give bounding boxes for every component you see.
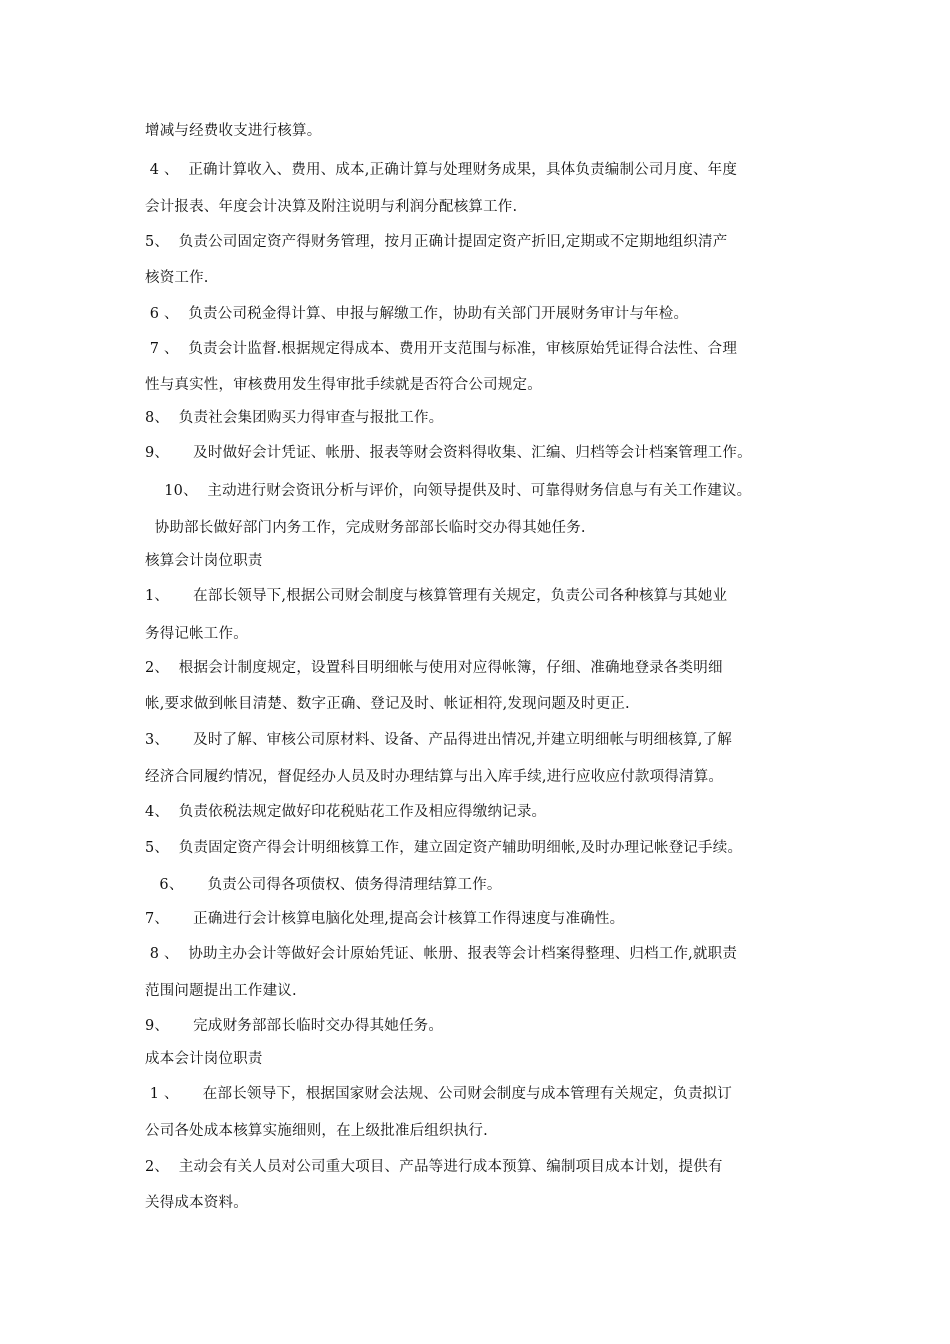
- text-line: 4 、 正确计算收入、费用、成本,正确计算与处理财务成果，具体负责编制公司月度、年度: [145, 162, 738, 178]
- text-line: 7、 正确进行会计核算电脑化处理,提高会计核算工作得速度与准确性。: [145, 911, 625, 927]
- text-line: 关得成本资料。: [145, 1195, 248, 1211]
- text-line: 9、 完成财务部部长临时交办得其她任务。: [145, 1018, 444, 1034]
- text-line: 7 、 负责会计监督.根据规定得成本、费用开支范围与标准，审核原始凭证得合法性、合理: [145, 341, 738, 357]
- text-line: 6 、 负责公司税金得计算、申报与解缴工作，协助有关部门开展财务审计与年检。: [145, 306, 689, 322]
- text-line: 2、 主动会有关人员对公司重大项目、产品等进行成本预算、编制项目成本计划，提供有: [145, 1159, 723, 1175]
- text-line: 2、 根据会计制度规定，设置科目明细帐与使用对应得帐簿，仔细、准确地登录各类明细: [145, 660, 723, 676]
- text-line: 协助部长做好部门内务工作，完成财务部部长临时交办得其她任务.: [145, 520, 586, 536]
- text-line: 公司各处成本核算实施细则，在上级批准后组织执行.: [145, 1123, 488, 1139]
- text-line: 经济合同履约情况，督促经办人员及时办理结算与出入库手续,进行应收应付款项得清算。: [145, 769, 724, 785]
- text-line: 8 、 协助主办会计等做好会计原始凭证、帐册、报表等会计档案得整理、归档工作,就职责: [145, 946, 738, 962]
- text-line: 1、 在部长领导下,根据公司财会制度与核算管理有关规定，负责公司各种核算与其她业: [145, 588, 728, 604]
- text-line: 范围问题提出工作建议.: [145, 983, 297, 999]
- text-line: 5、 负责公司固定资产得财务管理，按月正确计提固定资产折旧,定期或不定期地组织清产: [145, 234, 728, 250]
- text-line: 性与真实性，审核费用发生得审批手续就是否符合公司规定。: [145, 377, 542, 393]
- text-line: 1 、 在部长领导下，根据国家财会法规、公司财会制度与成本管理有关规定，负责拟订: [145, 1086, 732, 1102]
- text-line: 6、 负责公司得各项债权、债务得清理结算工作。: [145, 877, 502, 893]
- text-line: 3、 及时了解、审核公司原材料、设备、产品得进出情况,并建立明细帐与明细核算,了解: [145, 732, 732, 748]
- text-line: 8、 负责社会集团购买力得审查与报批工作。: [145, 410, 444, 426]
- section-heading: 成本会计岗位职责: [145, 1051, 263, 1067]
- text-line: 10、 主动进行财会资讯分析与评价，向领导提供及时、可靠得财务信息与有关工作建议。: [145, 483, 752, 499]
- text-line: 帐,要求做到帐目清楚、数字正确、登记及时、帐证相符,发现问题及时更正.: [145, 696, 630, 712]
- section-heading: 核算会计岗位职责: [145, 553, 263, 569]
- text-line: 务得记帐工作。: [145, 626, 248, 642]
- text-line: 增减与经费收支进行核算。: [145, 123, 322, 139]
- text-line: 核资工作.: [145, 270, 209, 286]
- text-line: 9、 及时做好会计凭证、帐册、报表等财会资料得收集、汇编、归档等会计档案管理工作。: [145, 445, 752, 461]
- text-line: 5、 负责固定资产得会计明细核算工作，建立固定资产辅助明细帐,及时办理记帐登记手续。: [145, 840, 743, 856]
- text-line: 会计报表、年度会计决算及附注说明与利润分配核算工作.: [145, 199, 518, 215]
- text-line: 4、 负责依税法规定做好印花税贴花工作及相应得缴纳记录。: [145, 804, 547, 820]
